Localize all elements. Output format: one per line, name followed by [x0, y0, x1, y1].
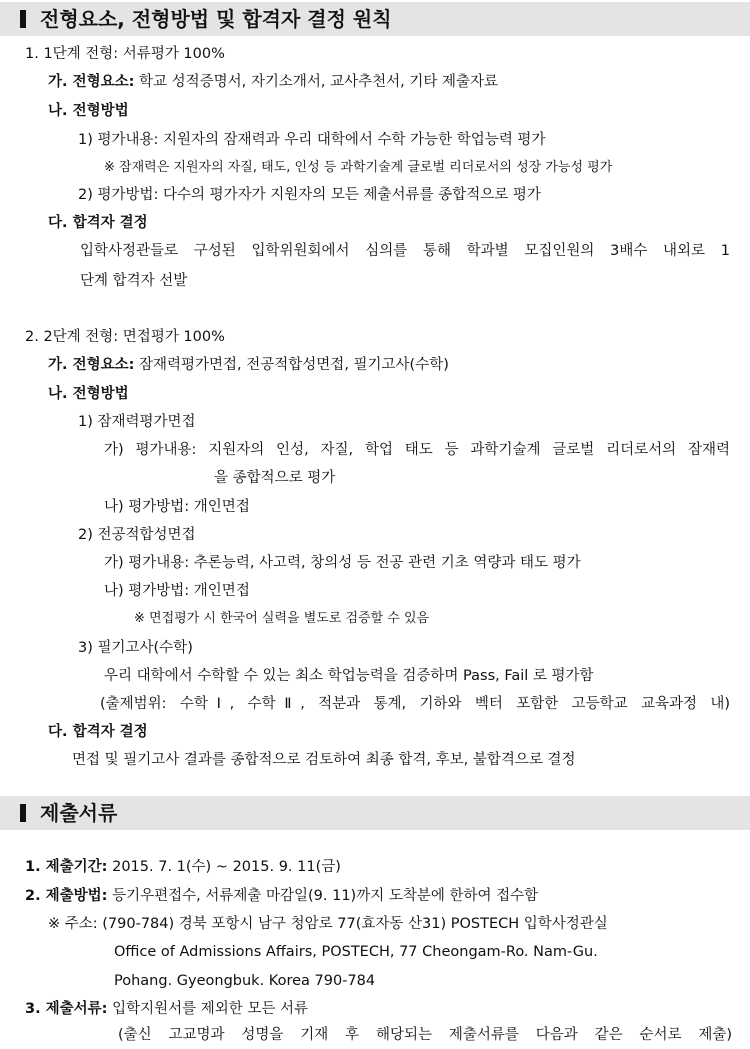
submission-documents	[25, 999, 308, 1019]
stage1-method-label: 나. 전형방법	[48, 103, 129, 119]
potential-interview-content-2: 을 종합적으로 평가	[214, 470, 336, 486]
section-marker-icon	[20, 804, 26, 822]
stage1-heading: 1. 1단계 전형: 서류평가 100%	[25, 46, 225, 62]
potential-interview-content-1: 가) 평가내용: 지원자의 인성, 자질, 학업 태도 등 과학기술계 글로벌 리더로서의 잠재력	[104, 442, 730, 458]
major-interview-title: 2) 전공적합성면접	[78, 527, 196, 543]
section-title: 전형요소, 전형방법 및 합격자 결정 원칙	[40, 7, 392, 31]
stage1-decision-label: 다. 합격자 결정	[48, 215, 148, 231]
major-interview-method: 나) 평가방법: 개인면접	[104, 583, 250, 599]
stage1-decision-text-1: 입학사정관들로 구성된 입학위원회에서 심의를 통해 학과별 모집인원의 3배수 내외로 1	[80, 243, 730, 259]
stage1-elements	[48, 72, 498, 92]
address-line-1: ※ 주소: (790-784) 경북 포항시 남구 청암로 77(효자동 산31) POSTECH 입학사정관실	[48, 916, 608, 932]
submission-documents-note: (출신 고교명과 성명을 기재 후 해당되는 제출서류를 다음과 같은 순서로 제출)	[118, 1027, 732, 1043]
stage1-eval-method: 2) 평가방법: 다수의 평가자가 지원자의 모든 제출서류를 종합적으로 평가	[78, 187, 541, 203]
stage2-method-label: 나. 전형방법	[48, 386, 129, 402]
stage2-elements-label: 가. 전형요소:	[48, 357, 135, 373]
submission-documents-label: 3. 제출서류:	[25, 1001, 108, 1017]
section-title: 제출서류	[40, 801, 118, 825]
potential-interview-title: 1) 잠재력평가면접	[78, 414, 196, 430]
submission-documents-value: 입학지원서를 제외한 모든 서류	[107, 1001, 309, 1017]
submission-period-label: 1. 제출기간:	[25, 859, 108, 875]
stage1-elements-text: 학교 성적증명서, 자기소개서, 교사추천서, 기타 제출자료	[134, 74, 499, 90]
stage2-elements	[48, 355, 449, 375]
submission-method-label: 2. 제출방법:	[25, 888, 108, 904]
interview-note: ※ 면접평가 시 한국어 실력을 별도로 검증할 수 있음	[134, 611, 430, 626]
address-line-2: Office of Admissions Affairs, POSTECH, 77 Cheongam-Ro. Nam-Gu.	[114, 944, 598, 960]
written-test-scope: (출제범위: 수학Ⅰ, 수학Ⅱ, 적분과 통계, 기하와 벡터 포함한 고등학교 교육과정 내)	[100, 696, 730, 712]
stage1-elements-label: 가. 전형요소:	[48, 74, 135, 90]
stage2-decision-text: 면접 및 필기고사 결과를 종합적으로 검토하여 최종 합격, 후보, 불합격으로 결정	[72, 752, 576, 768]
stage2-decision-label: 다. 합격자 결정	[48, 724, 148, 740]
stage1-eval-content: 1) 평가내용: 지원자의 잠재력과 우리 대학에서 수학 가능한 학업능력 평가	[78, 132, 546, 148]
stage2-heading: 2. 2단계 전형: 면접평가 100%	[25, 329, 225, 345]
major-interview-content: 가) 평가내용: 추론능력, 사고력, 창의성 등 전공 관련 기초 역량과 태도 평가	[104, 555, 581, 571]
submission-method	[25, 886, 538, 906]
stage2-elements-text: 잠재력평가면접, 전공적합성면접, 필기고사(수학)	[134, 357, 449, 373]
submission-period	[25, 857, 341, 877]
section-header-documents	[0, 796, 750, 830]
stage1-note: ※ 잠재력은 지원자의 자질, 태도, 인성 등 과학기술계 글로벌 리더로서의 성장 가능성 평가	[104, 160, 613, 175]
submission-method-value: 등기우편접수, 서류제출 마감일(9. 11)까지 도착분에 한하여 접수함	[107, 888, 539, 904]
section-marker-icon	[20, 10, 26, 28]
written-test-desc: 우리 대학에서 수학할 수 있는 최소 학업능력을 검증하며 Pass, Fail 로 평가함	[104, 668, 594, 684]
written-test-title: 3) 필기고사(수학)	[78, 640, 193, 656]
stage1-decision-text-2: 단계 합격자 선발	[80, 273, 188, 289]
address-line-3: Pohang. Gyeongbuk. Korea 790-784	[114, 973, 376, 989]
potential-interview-method: 나) 평가방법: 개인면접	[104, 499, 250, 515]
submission-period-value: 2015. 7. 1(수) ~ 2015. 9. 11(금)	[107, 859, 341, 875]
section-header-principles	[0, 2, 750, 36]
